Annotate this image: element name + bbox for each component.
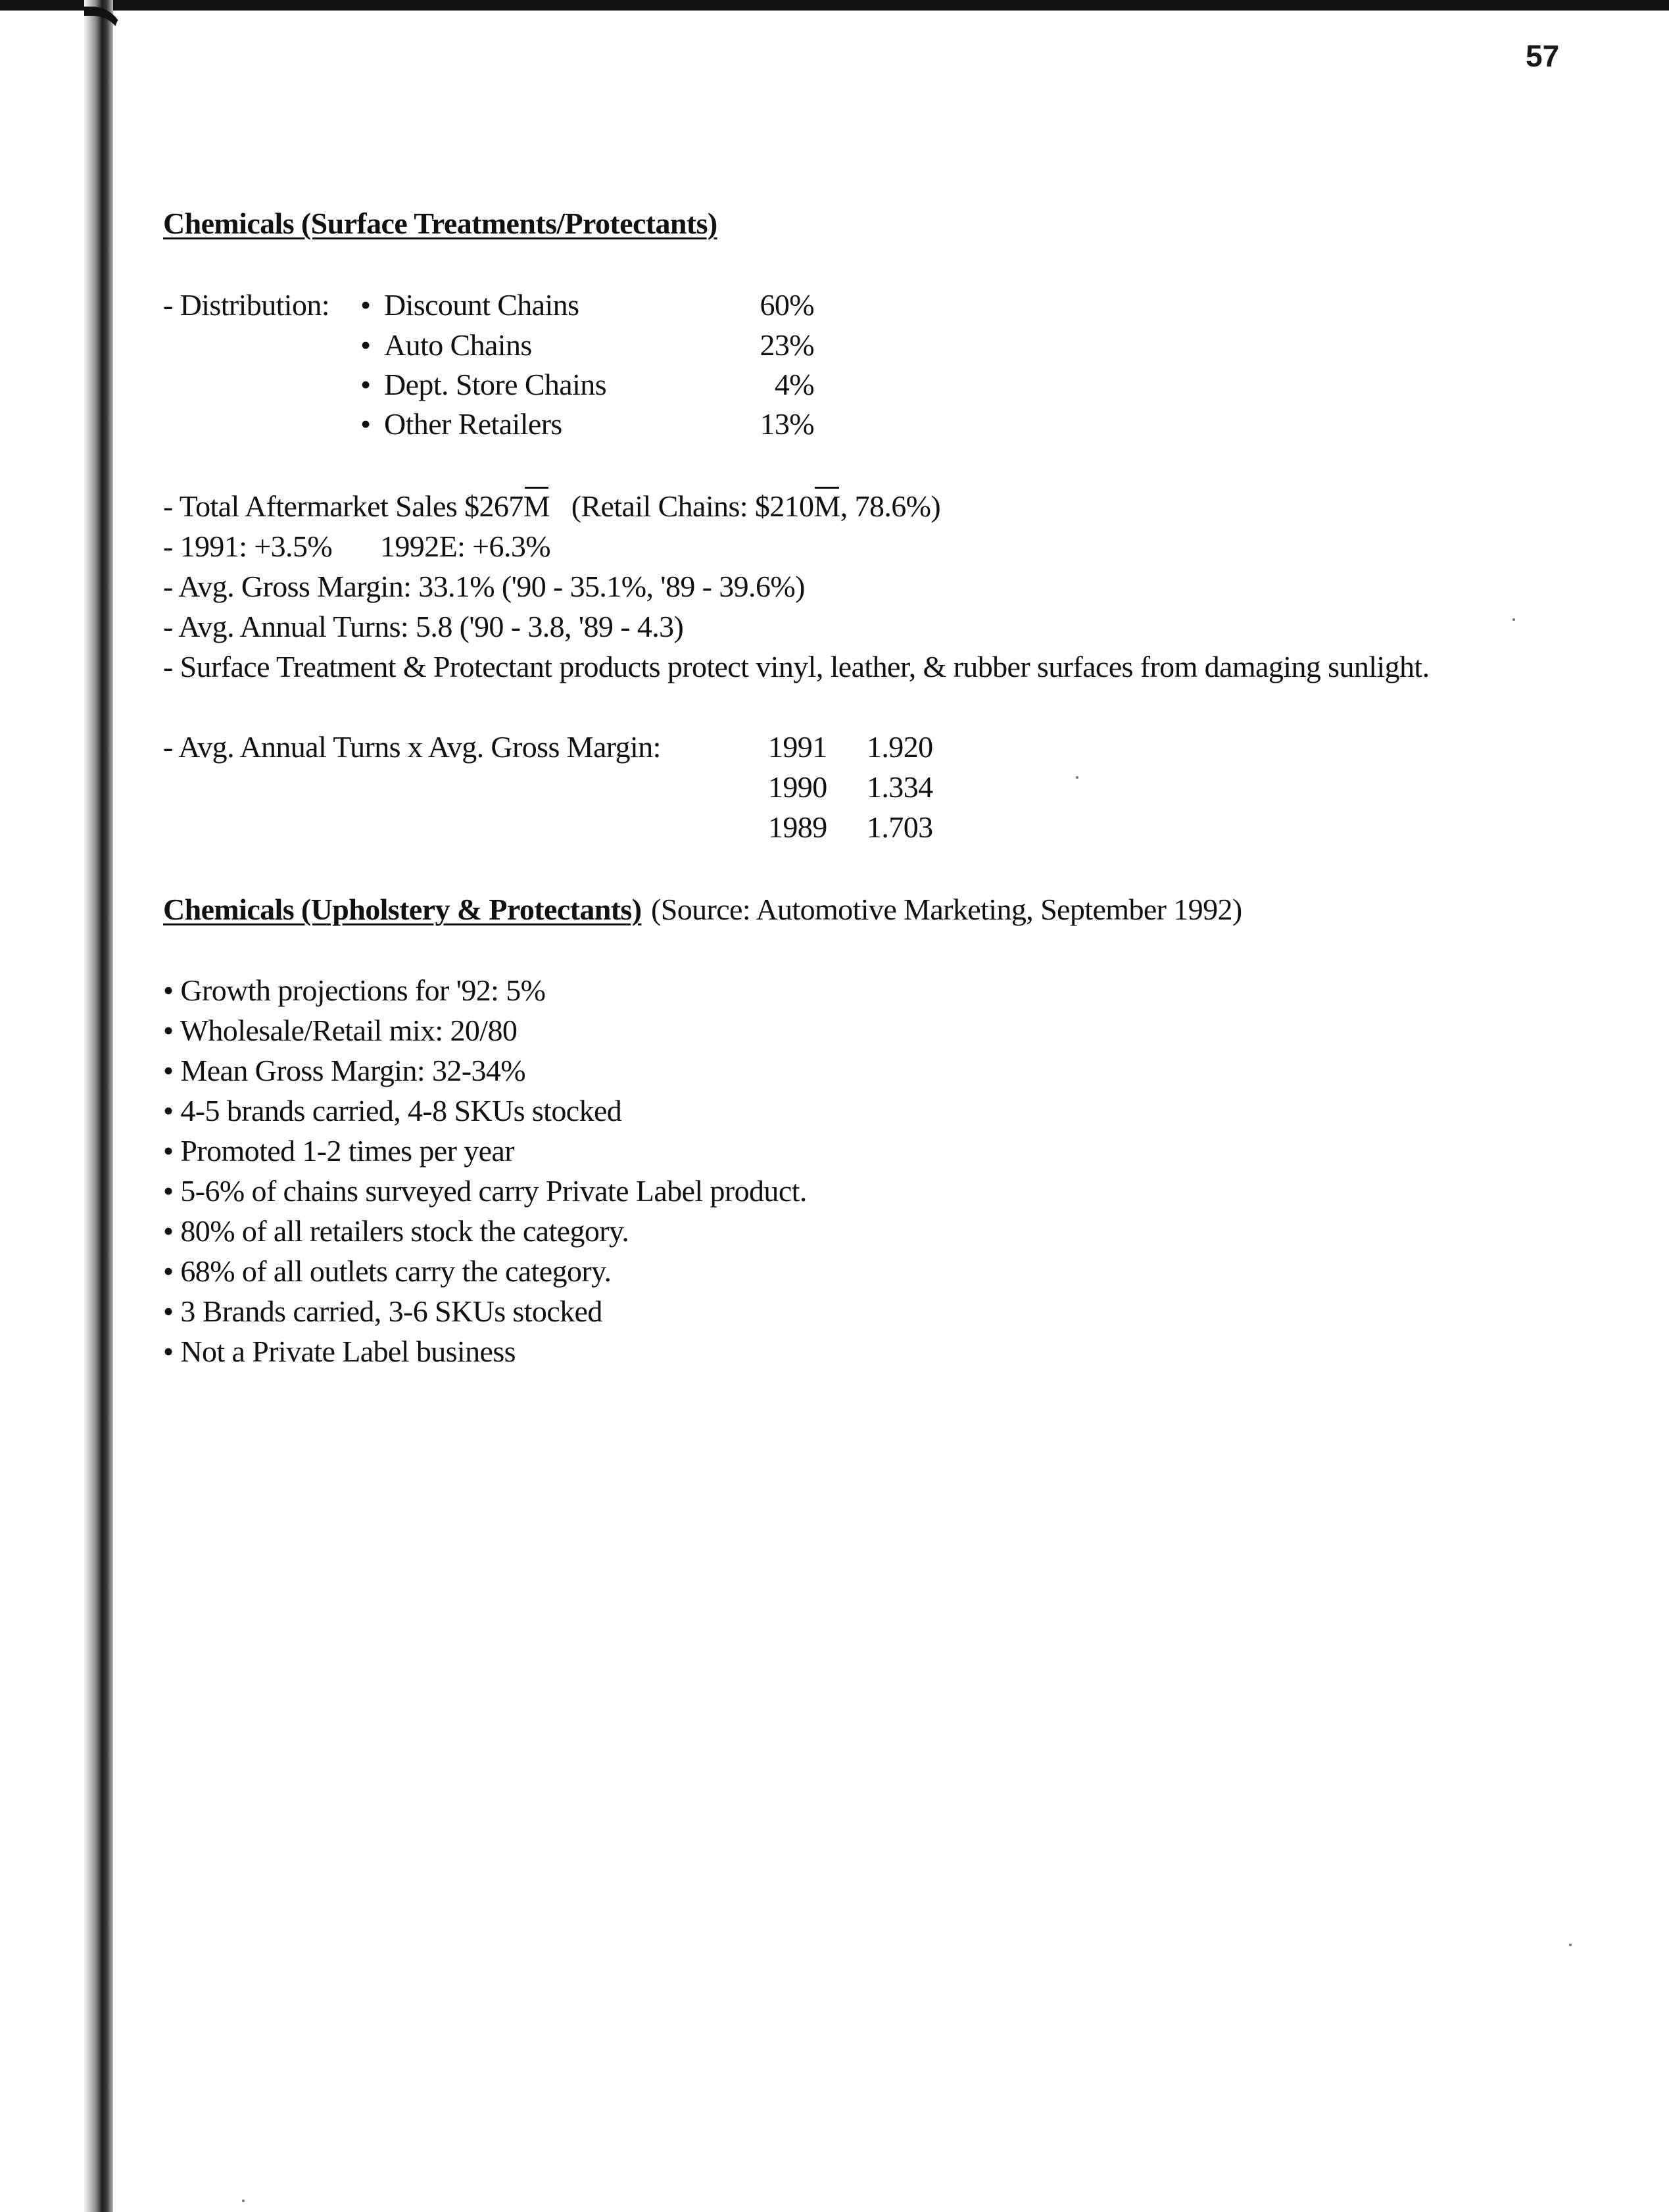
section-title-surface-treatments: Chemicals (Surface Treatments/Protectants) [163,207,717,240]
distribution-label: - Distribution: [163,288,329,322]
upholstery-bullet: • Promoted 1-2 times per year [163,1134,514,1167]
top-scan-border [0,0,1669,11]
retail-chains-suffix: , 78.6%) [840,489,941,523]
distribution-bullet: • [360,288,371,322]
retail-chains-prefix: (Retail Chains: $210 [571,489,814,523]
upholstery-bullet: • 3 Brands carried, 3-6 SKUs stocked [163,1294,602,1328]
distribution-item-value: 4% [774,368,814,401]
binding-spine [84,0,113,2212]
total-sales-prefix: - Total Aftermarket Sales $267 [163,489,523,523]
section-source: (Source: Automotive Marketing, September 1992) [651,893,1242,926]
distribution-bullet: • [360,368,371,401]
turns-margin-value: 1.920 [867,730,933,764]
upholstery-bullet: • Growth projections for '92: 5% [163,973,546,1007]
avg-annual-turns: - Avg. Annual Turns: 5.8 ('90 - 3.8, '89 - 4.3) [163,610,684,643]
section-title-upholstery: Chemicals (Upholstery & Protectants) [163,893,642,926]
avg-gross-margin: - Avg. Gross Margin: 33.1% ('90 - 35.1%, '89 - 39.6%) [163,570,805,603]
scan-speck [242,2200,245,2202]
upholstery-bullet: • 80% of all retailers stock the category. [163,1214,629,1248]
distribution-item-value: 60% [760,288,814,322]
distribution-item-name: Auto Chains [384,328,532,362]
upholstery-bullet: • 5-6% of chains surveyed carry Private Label product. [163,1174,807,1208]
retail-chains-unit: M [813,488,840,525]
turns-margin-value: 1.703 [867,810,933,844]
total-sales-line [163,488,940,525]
turns-margin-label: - Avg. Annual Turns x Avg. Gross Margin: [163,730,661,764]
page-number: 57 [1526,39,1560,73]
scan-speck [1076,776,1078,779]
distribution-item-name: Dept. Store Chains [384,368,606,401]
growth-1991: - 1991: +3.5% [163,529,333,563]
upholstery-bullet: • Wholesale/Retail mix: 20/80 [163,1014,518,1047]
distribution-bullet: • [360,328,371,362]
turns-margin-value: 1.334 [867,770,933,804]
scan-speck [1512,618,1515,621]
upholstery-bullet: • 68% of all outlets carry the category. [163,1254,612,1288]
product-description: - Surface Treatment & Protectant products protect vinyl, leather, & rubber surfaces from damaging sunlight. [163,650,1430,683]
distribution-item-name: Discount Chains [384,288,579,322]
upholstery-bullet: • 4-5 brands carried, 4-8 SKUs stocked [163,1094,622,1127]
binding-corner [84,7,124,38]
turns-margin-year: 1991 [768,730,827,764]
distribution-item-name: Other Retailers [384,407,562,441]
scan-speck [1569,1944,1572,1946]
turns-margin-year: 1989 [768,810,827,844]
distribution-item-value: 23% [760,328,814,362]
total-sales-unit: M [523,488,550,525]
growth-1992e: 1992E: +6.3% [380,529,550,563]
distribution-item-value: 13% [760,407,814,441]
distribution-bullet: • [360,407,371,441]
upholstery-bullet: • Not a Private Label business [163,1335,516,1368]
upholstery-bullet: • Mean Gross Margin: 32-34% [163,1054,525,1087]
turns-margin-year: 1990 [768,770,827,804]
